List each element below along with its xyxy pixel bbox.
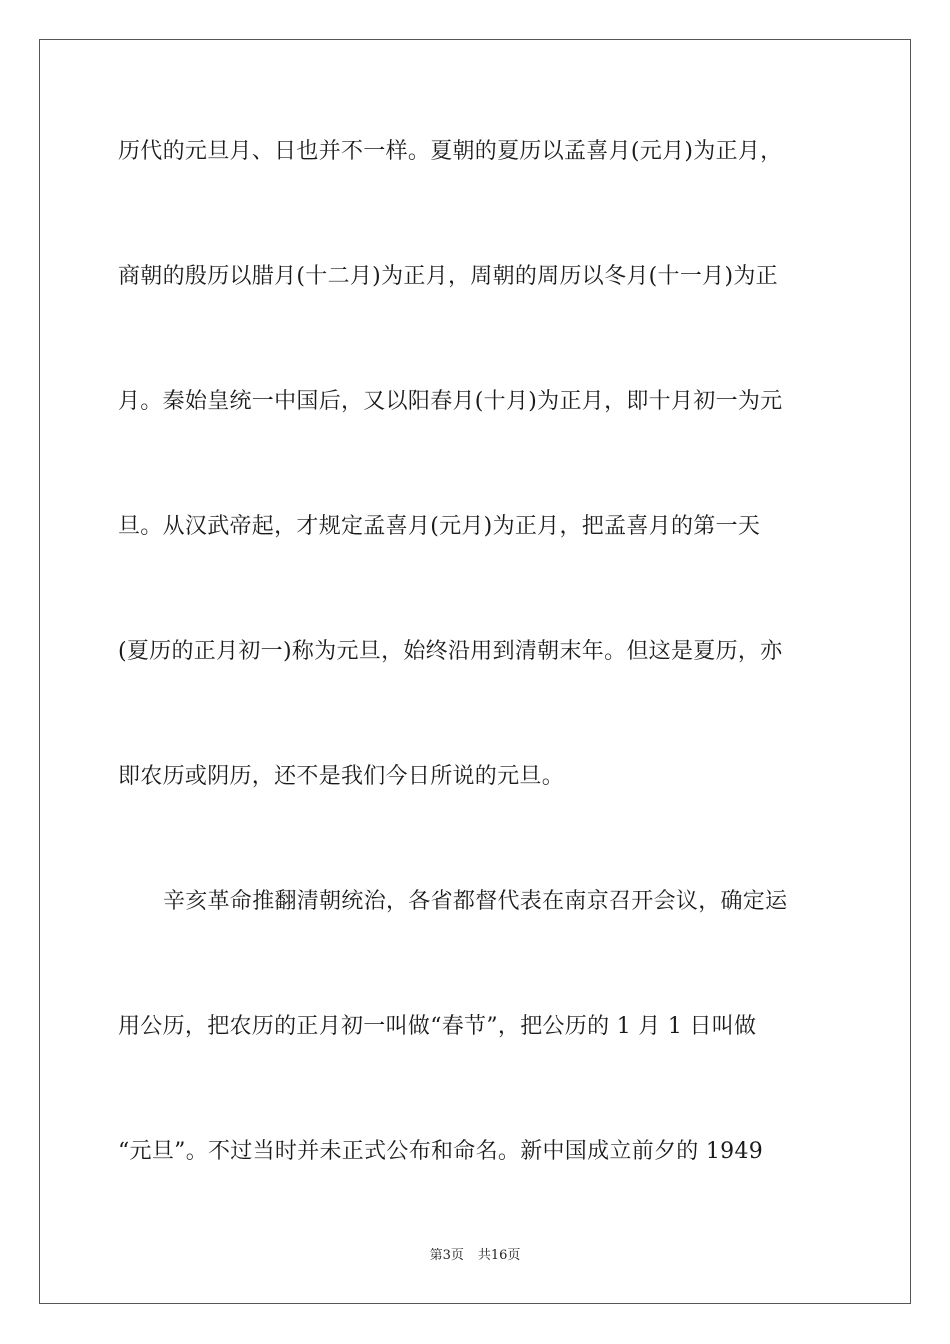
- paragraph-line: (夏历的正月初一)称为元旦，始终沿用到清朝末年。但这是夏历，亦: [118, 639, 783, 664]
- paragraph-line: 即农历或阴历，还不是我们今日所说的元旦。: [118, 764, 565, 789]
- paragraph-line: 月。秦始皇统一中国后，又以阳春月(十月)为正月，即十月初一为元: [118, 389, 783, 414]
- paragraph-line: 历代的元旦月、日也并不一样。夏朝的夏历以孟喜月(元月)为正月，: [118, 139, 783, 164]
- paragraph-line: “元旦”。不过当时并未正式公布和命名。新中国成立前夕的 1949: [118, 1139, 764, 1164]
- total-pages: 共16页: [477, 1248, 521, 1263]
- paragraph-line: 旦。从汉武帝起，才规定孟喜月(元月)为正月，把孟喜月的第一天: [118, 514, 761, 539]
- page-border: [39, 39, 911, 1304]
- paragraph-line: 商朝的殷历以腊月(十二月)为正月，周朝的周历以冬月(十一月)为正: [118, 264, 778, 289]
- paragraph-line: 用公历，把农历的正月初一叫做“春节”，把公历的 1 月 1 日叫做: [118, 1014, 757, 1039]
- paragraph-line: 辛亥革命推翻清朝统治，各省都督代表在南京召开会议，确定运: [163, 889, 788, 914]
- page-number: 第3页: [429, 1248, 464, 1263]
- page-footer: [0, 1248, 950, 1264]
